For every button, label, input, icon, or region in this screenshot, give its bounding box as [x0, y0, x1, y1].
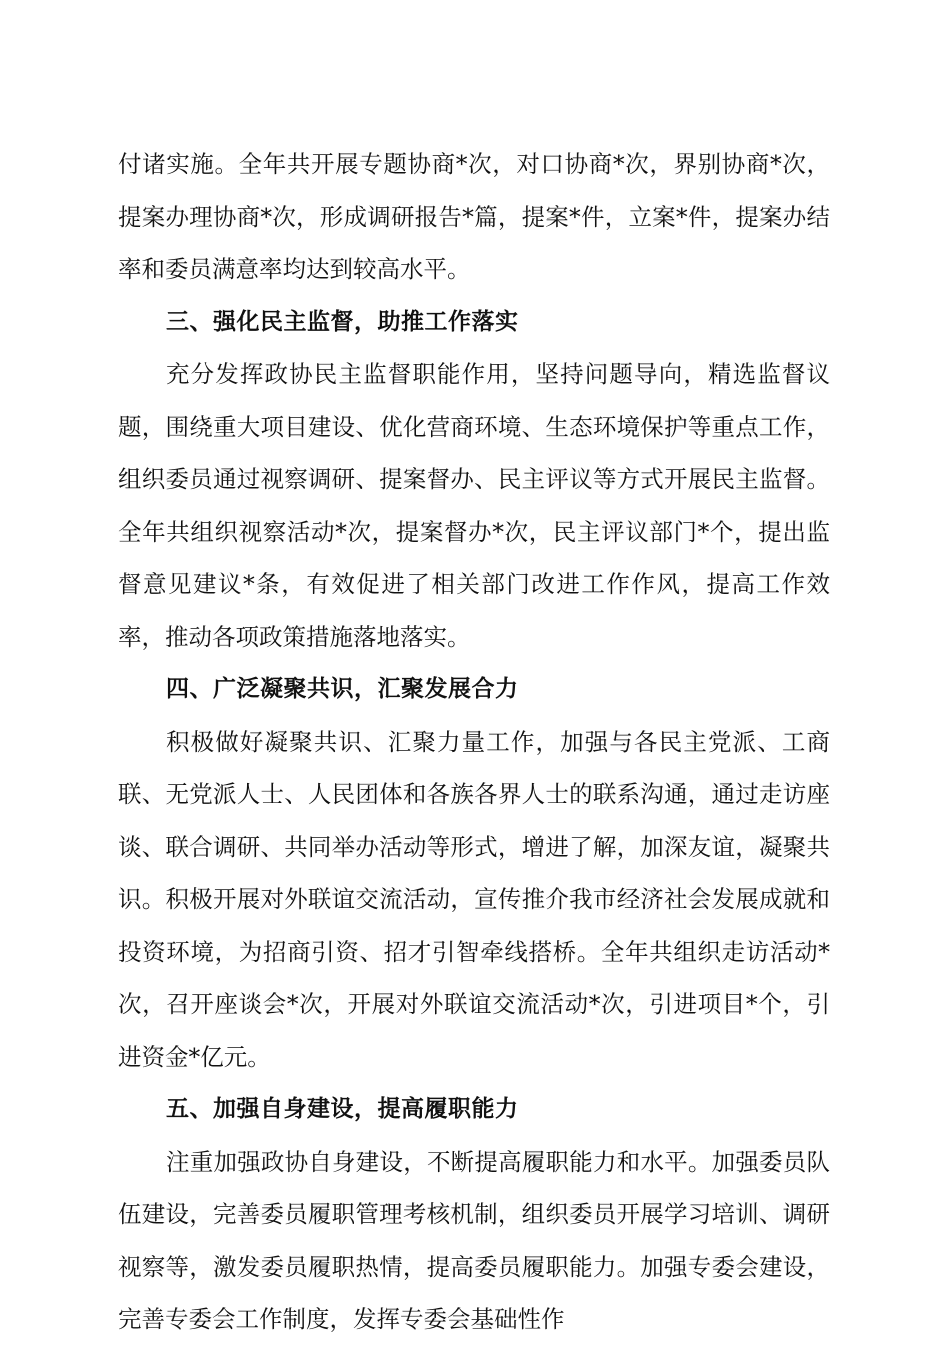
- paragraph-continuation: 付诸实施。全年共开展专题协商*次，对口协商*次，界别协商*次，提案办理协商*次，形成调研报告*篇，提案*件，立案*件，提案办结率和委员满意率均达到较高水平。: [118, 150, 830, 283]
- section-heading-3: 三、强化民主监督，助推工作落实: [166, 308, 519, 335]
- paragraph-section-5: 注重加强政协自身建设，不断提高履职能力和水平。加强委员队伍建设，完善委员履职管理考核机制，组织委员开展学习培训、调研视察等，激发委员履职热情，提高委员履职能力。加强专委会建设，完善专委会工作制度，发挥专委会基础性作: [118, 1147, 830, 1333]
- section-heading-5: 五、加强自身建设，提高履职能力: [166, 1096, 519, 1122]
- paragraph-section-4: 积极做好凝聚共识、汇聚力量工作，加强与各民主党派、工商联、无党派人士、人民团体和各族各界人士的联系沟通，通过走访座谈、联合调研、共同举办活动等形式，增进了解，加深友谊，凝聚共识。积极开展对外联谊交流活动，宣传推介我市经济社会发展成就和投资环境，为招商引资、招才引智牵线搭桥。全年共组织走访活动*次，召开座谈会*次，开展对外联谊交流活动*次，引进项目*个，引进资金*亿元。: [118, 727, 830, 1071]
- paragraph-section-3: 充分发挥政协民主监督职能作用，坚持问题导向，精选监督议题，围绕重大项目建设、优化营商环境、生态环境保护等重点工作，组织委员通过视察调研、提案督办、民主评议等方式开展民主监督。全年共组织视察活动*次，提案督办*次，民主评议部门*个，提出监督意见建议*条，有效促进了相关部门改进工作作风，提高工作效率，推动各项政策措施落地落实。: [118, 360, 830, 651]
- document-body: [118, 138, 830, 1346]
- section-heading-4: 四、广泛凝聚共识，汇聚发展合力: [166, 676, 519, 702]
